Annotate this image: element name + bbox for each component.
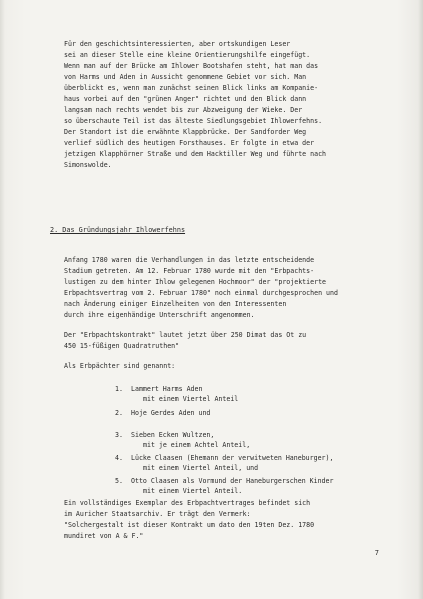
- body-text-line: Ein vollständiges Exemplar des Erbpachtvertrages befindet sich: [64, 499, 311, 507]
- body-text-line: im Auricher Staatsarchiv. Er trägt den Vermerk:: [64, 510, 251, 518]
- list-item-number: 1.: [115, 385, 123, 393]
- body-text-line: so überschaute Teil ist das älteste Siedlungsgebiet Ihlowerfehns.: [64, 117, 323, 125]
- list-item-detail: mit einem Viertel Anteil, und: [143, 464, 259, 472]
- body-text-line: jetzigen Klapphörner Straße und dem Hacktiller Weg und führte nach: [64, 150, 327, 158]
- list-item-number: 4.: [115, 454, 123, 462]
- body-text-line: durch ihre eigenhändige Unterschrift angenommen.: [64, 311, 255, 319]
- left-page-edge: [0, 0, 5, 599]
- body-text-line: lustigen zu dem hinter Ihlow gelegenen Hochmoor" der "projektierte: [64, 278, 327, 286]
- body-text-line: Wenn man auf der Brücke am Ihlower Bootshafen steht, hat man das: [64, 62, 319, 70]
- list-item-number: 3.: [115, 431, 123, 439]
- body-text-line: haus vorbei auf den "grünen Anger" richtet und den Blick dann: [64, 95, 307, 103]
- body-text-line: Simonswolde.: [64, 161, 112, 169]
- section-heading: 2. Das Gründungsjahr Ihlowerfehns: [50, 226, 186, 234]
- list-item-detail: mit einem Viertel Anteil: [143, 395, 239, 403]
- page-number: 7: [374, 549, 379, 557]
- body-text-line: langsam nach rechts wendet bis zur Abzweigung der Wieke. Der: [64, 106, 303, 114]
- list-item-number: 5.: [115, 477, 123, 485]
- list-item: Sieben Ecken Wultzen,: [131, 431, 215, 439]
- list-intro: Als Erbpächter sind genannt:: [64, 362, 176, 370]
- body-text-line: verlief südlich des heutigen Forsthauses. Er folgte in etwa der: [64, 139, 315, 147]
- body-text-line: Der "Erbpachtskontrakt" lautet jetzt über 250 Dimat das Ot zu: [64, 331, 307, 339]
- body-text-line: Der Standort ist die erwähnte Klappbrücke. Der Sandforder Weg: [64, 128, 307, 136]
- list-item-detail: mit einem Viertel Anteil.: [143, 487, 243, 495]
- body-text-line: 450 15-füßigen Quadratruthen": [64, 342, 180, 350]
- list-item-number: 2.: [115, 409, 123, 417]
- body-text-line: überblickt es, wenn man zunächst seinen Blick links am Kompanie-: [64, 84, 319, 92]
- body-text-line: Erbpachtsvertrag vom 2. Februar 1780" noch einmal durchgesprochen und: [64, 289, 338, 297]
- list-item: Hoje Gerdes Aden und: [131, 409, 211, 417]
- body-text-line: Für den geschichtsinteressierten, aber ortskundigen Leser: [64, 40, 291, 48]
- list-item: Otto Claasen als Vormund der Haneburgerschen Kinder: [131, 477, 334, 485]
- right-page-edge: [418, 0, 423, 599]
- body-text-line: von Harms und Aden in Aussicht genommene Gebiet vor sich. Man: [64, 73, 307, 81]
- body-text-line: "Solchergestalt ist dieser Kontrakt um dato den 19ten Dez. 1780: [64, 521, 315, 529]
- body-text-line: nach Änderung einiger Einzelheiten von den Interessenten: [64, 300, 287, 308]
- list-item: Lammert Harms Aden: [131, 385, 203, 393]
- list-item: Lücke Claasen (Ehemann der verwitweten Haneburger),: [131, 454, 334, 462]
- body-text-line: Stadium getreten. Am 12. Februar 1780 wurde mit den "Erbpachts-: [64, 267, 315, 275]
- body-text-line: mundiret von A & F.": [64, 532, 144, 540]
- list-item-detail: mit je einem Achtel Anteil,: [143, 441, 251, 449]
- body-text-line: Anfang 1780 waren die Verhandlungen in das letzte entscheidende: [64, 256, 315, 264]
- body-text-line: sei an dieser Stelle eine kleine Orientierungshilfe eingefügt.: [64, 51, 311, 59]
